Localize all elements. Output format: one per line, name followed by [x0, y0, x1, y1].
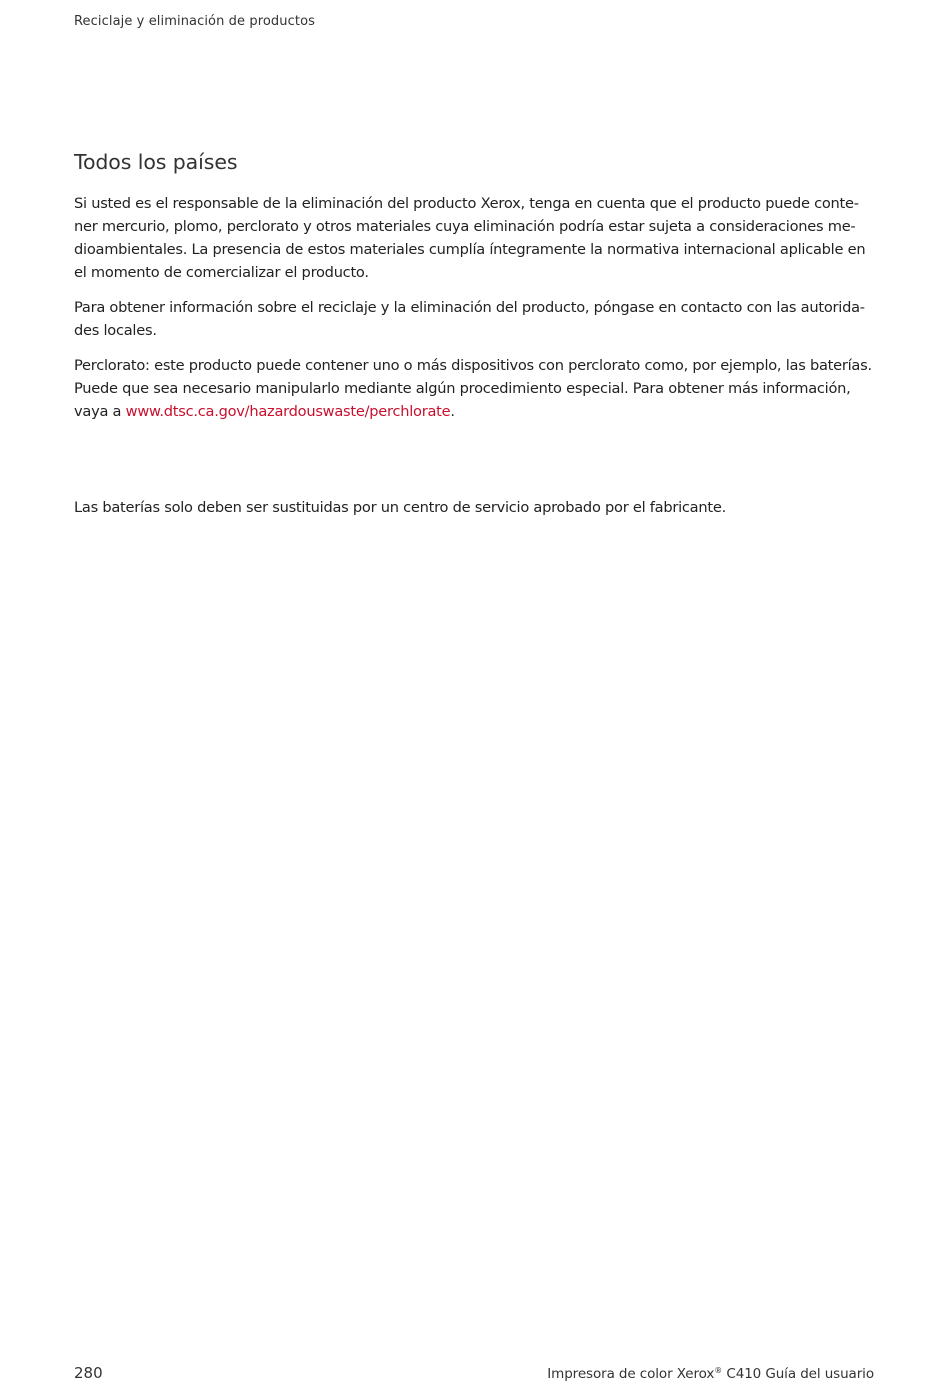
registered-mark: ® [714, 1366, 723, 1375]
disposal-paragraph: Si usted es el responsable de la eliminación del producto Xerox, tenga en cuenta que el producto puede contener mercurio, plomo, perclorato y otros materiales cuya eliminación podría estar sujeta a consideraciones medioambientales. La presencia de estos materiales cumplía íntegramente la normativa internacional aplicable en el momento de comercializar el producto. [74, 195, 866, 281]
footer-guide-title [547, 1366, 874, 1382]
main-content [74, 150, 876, 435]
battery-note: Las baterías solo deben ser sustituidas por un centro de servicio aprobado por el fabricante. [74, 499, 726, 516]
perchlorate-paragraph [74, 354, 876, 423]
perchlorate-text: Perclorato: este producto puede contener uno o más dispositivos con perclorato como, por ejemplo, las baterías. Puede que sea necesario manipularlo mediante algún procedimiento especial. Para obtener más información, vaya a [74, 357, 872, 420]
page-number: 280 [74, 1364, 103, 1382]
recycling-contact-paragraph: Para obtener información sobre el reciclaje y la eliminación del producto, póngase en contacto con las autoridades locales. [74, 299, 866, 339]
guide-title-prefix: Impresora de color Xerox [547, 1366, 715, 1382]
perchlorate-period: . [450, 403, 455, 420]
running-header: Reciclaje y eliminación de productos [74, 14, 315, 29]
perchlorate-link[interactable]: www.dtsc.ca.gov/hazardouswaste/perchlorate [125, 403, 451, 420]
guide-title-suffix: C410 Guía del usuario [722, 1366, 874, 1382]
section-heading: Todos los países [74, 150, 238, 174]
